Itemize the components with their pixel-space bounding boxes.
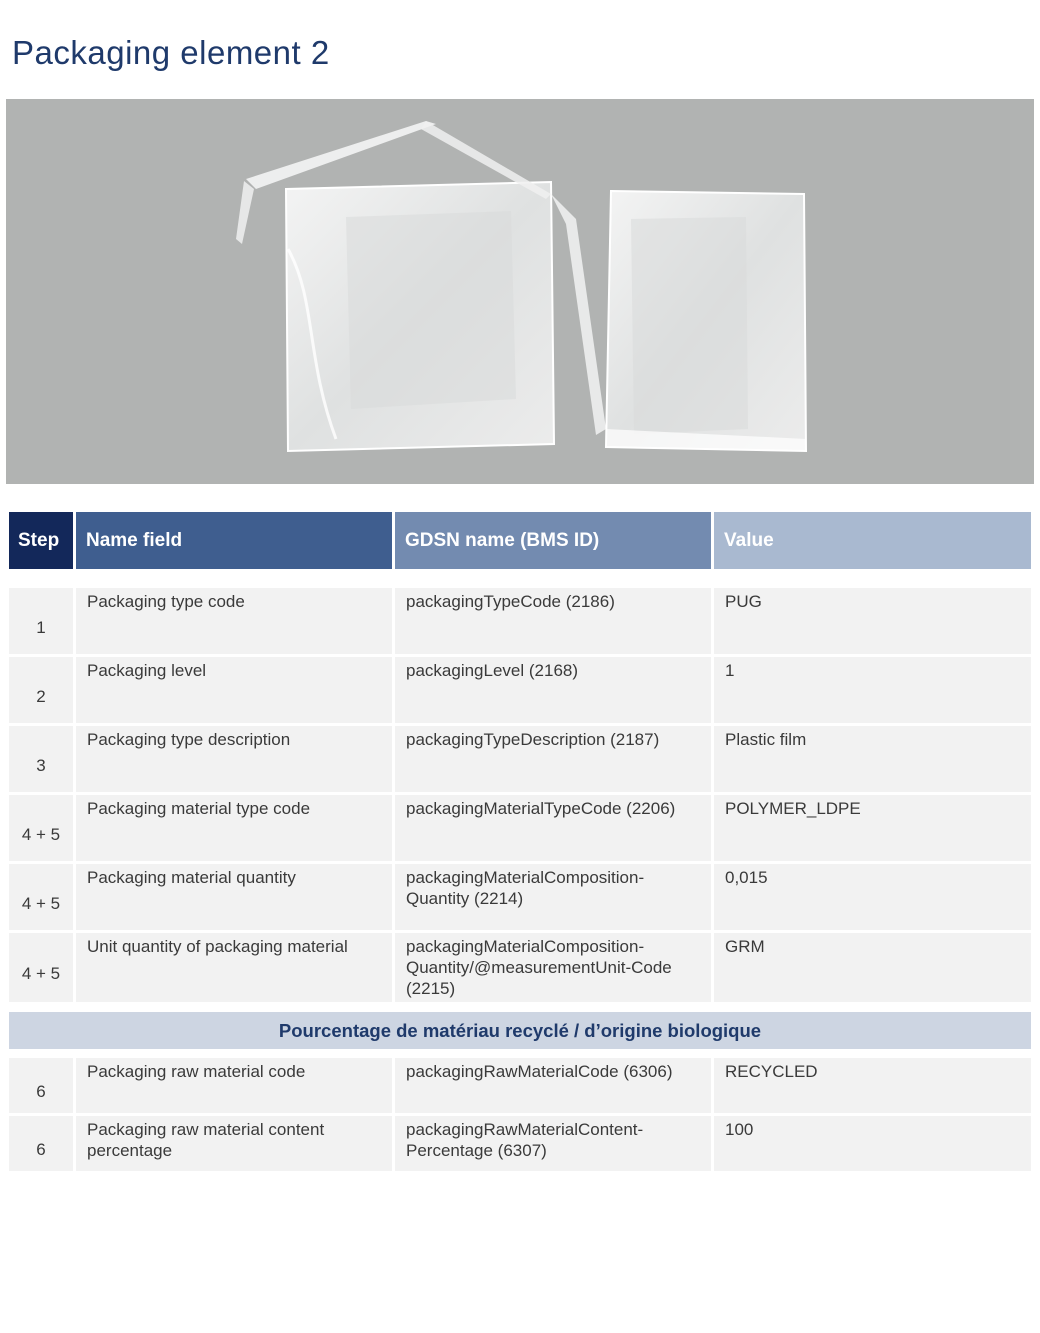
name-cell: Packaging raw material content percentage: [76, 1116, 392, 1171]
step-cell: 4 + 5: [9, 795, 73, 861]
name-cell: Packaging raw material code: [76, 1058, 392, 1113]
header-name-field: Name field: [76, 512, 392, 569]
header-step: Step: [9, 512, 73, 569]
header-gdsn-name: GDSN name (BMS ID): [395, 512, 711, 569]
gdsn-cell: packagingMaterialComposition-Quantity (2214): [395, 864, 711, 930]
gdsn-cell: packagingTypeCode (2186): [395, 588, 711, 654]
name-cell: Packaging type description: [76, 726, 392, 792]
table-header: [9, 512, 1031, 569]
table-row: [9, 657, 1031, 723]
table-row: [9, 1116, 1031, 1171]
table-row: [9, 933, 1031, 1002]
value-cell: GRM: [714, 933, 1031, 1002]
step-cell: 3: [9, 726, 73, 792]
gdsn-cell: packagingMaterialTypeCode (2206): [395, 795, 711, 861]
product-photo: [6, 99, 1034, 484]
value-cell: POLYMER_LDPE: [714, 795, 1031, 861]
value-cell: 0,015: [714, 864, 1031, 930]
value-cell: RECYCLED: [714, 1058, 1031, 1113]
step-cell: 4 + 5: [9, 864, 73, 930]
value-cell: Plastic film: [714, 726, 1031, 792]
step-cell: 4 + 5: [9, 933, 73, 1002]
page-title: Packaging element 2: [12, 34, 330, 71]
gdsn-cell: packagingRawMaterialCode (6306): [395, 1058, 711, 1113]
section-heading: Pourcentage de matériau recyclé / d’origine biologique: [9, 1012, 1031, 1049]
step-cell: 1: [9, 588, 73, 654]
name-cell: Packaging material quantity: [76, 864, 392, 930]
step-cell: 6: [9, 1116, 73, 1171]
table-row: [9, 795, 1031, 861]
gdsn-cell: packagingMaterialComposition-Quantity/@measurementUnit-Code (2215): [395, 933, 711, 1002]
packaging-table: [9, 512, 1031, 1171]
value-cell: 100: [714, 1116, 1031, 1171]
gdsn-cell: packagingTypeDescription (2187): [395, 726, 711, 792]
name-cell: Packaging material type code: [76, 795, 392, 861]
gdsn-cell: packagingLevel (2168): [395, 657, 711, 723]
step-cell: 6: [9, 1058, 73, 1113]
name-cell: Packaging type code: [76, 588, 392, 654]
value-cell: PUG: [714, 588, 1031, 654]
plastic-film-illustration: [6, 99, 1034, 484]
table-row: [9, 864, 1031, 930]
step-cell: 2: [9, 657, 73, 723]
table-row: [9, 588, 1031, 654]
table-row: [9, 1058, 1031, 1113]
name-cell: Unit quantity of packaging material: [76, 933, 392, 1002]
header-value: Value: [714, 512, 1031, 569]
name-cell: Packaging level: [76, 657, 392, 723]
table-row: [9, 726, 1031, 792]
value-cell: 1: [714, 657, 1031, 723]
gdsn-cell: packagingRawMaterialContent-Percentage (6307): [395, 1116, 711, 1171]
